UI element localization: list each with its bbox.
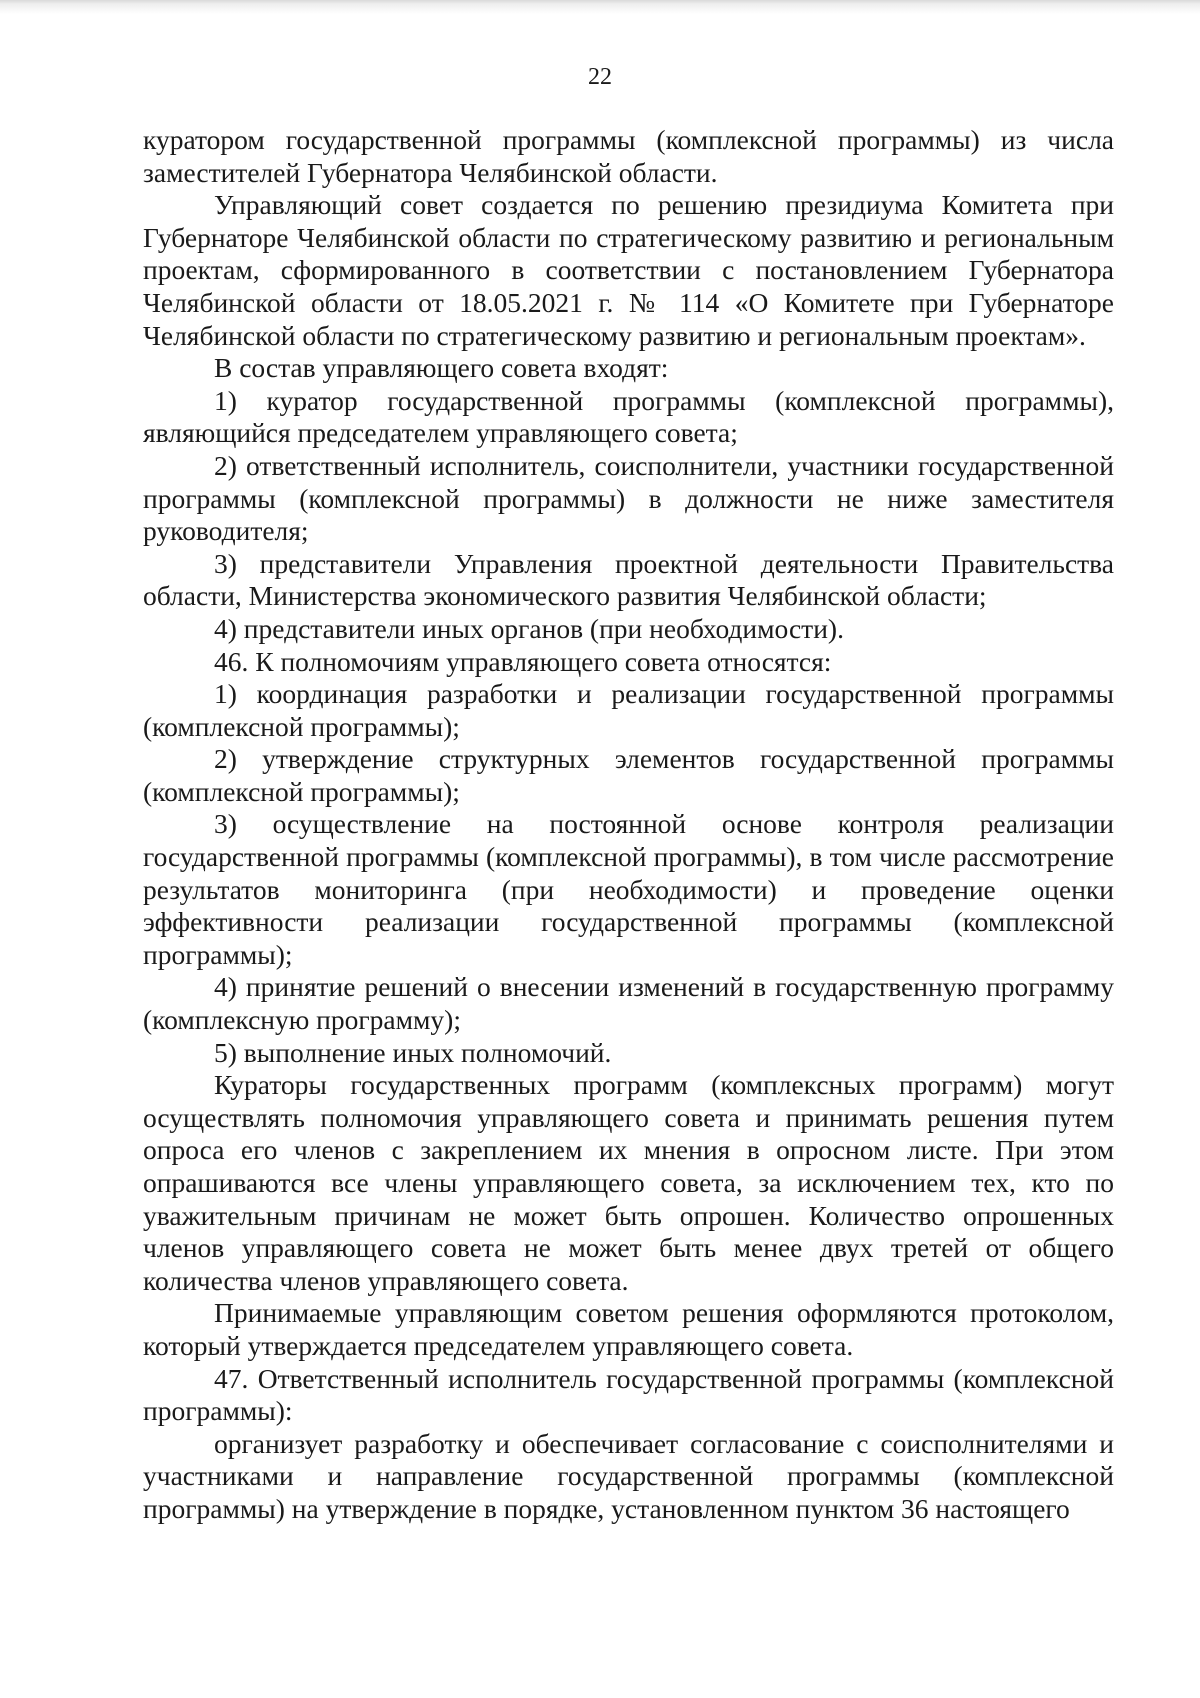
list-item: 2) утверждение структурных элементов государственной программы (комплексной программы); [143,743,1114,807]
paragraph: Управляющий совет создается по решению президиума Комитета при Губернаторе Челябинской области по стратегическому развитию и региональным проектам, сформированного в соответствии с постановлением Губернатора Челябинской области от 18.05.2021 г. № 114 «О Комитете при Губернаторе Челябинской области по стратегическому развитию и региональным проектам». [143,189,1114,351]
list-item: 4) принятие решений о внесении изменений в государственную программу (комплексную программу); [143,971,1114,1036]
page-number: 22 [588,64,612,90]
section-heading: 46. К полномочиям управляющего совета относятся: [214,645,832,677]
list-item: 1) куратор государственной программы (комплексной программы), являющийся председателем управляющего совета; [143,384,1114,449]
section-heading: 47. Ответственный исполнитель государственной программы (комплексной программы): [143,1362,1114,1427]
list-item: 4) представители иных органов (при необходимости). [214,612,844,644]
paragraph: куратором государственной программы (комплексной программы) из числа заместителей Губернатора Челябинской области. [143,124,1114,188]
paragraph: организует разработку и обеспечивает согласование с соисполнителями и участниками и направление государственной программы (комплексной программы) на утверждение в порядке, установленном пунктом 36 настоящего [143,1427,1114,1524]
list-item: 5) выполнение иных полномочий. [214,1036,612,1068]
list-item: 3) осуществление на постоянной основе контроля реализации государственной программы (комплексной программы), в том числе рассмотрение результатов мониторинга (при необходимости) и проведение оценки эффективности реализации государственной программы (комплексной программы); [143,808,1114,970]
paragraph: Кураторы государственных программ (комплексных программ) могут осуществлять полномочия управляющего совета и принимать решения путем опроса его членов с закреплением их мнения в опросном листе. При этом опрашиваются все члены управляющего совета, за исключением тех, кто по уважительным причинам не может быть опрошен. Количество опрошенных членов управляющего совета не может быть менее двух третей от общего количества членов управляющего совета. [143,1069,1114,1296]
list-item: 1) координация разработки и реализации государственной программы (комплексной программы); [143,678,1114,742]
scan-edge [0,0,1200,14]
paragraph: Принимаемые управляющим советом решения оформляются протоколом, который утверждается председателем управляющего совета. [143,1297,1114,1361]
document-body [143,124,1114,1526]
paragraph: В состав управляющего совета входят: [214,352,669,384]
list-item: 2) ответственный исполнитель, соисполнители, участники государственной программы (комплексной программы) в должности не ниже заместителя руководителя; [143,449,1114,547]
list-item: 3) представители Управления проектной деятельности Правительства области, Министерства экономического развития Челябинской области; [143,547,1114,612]
